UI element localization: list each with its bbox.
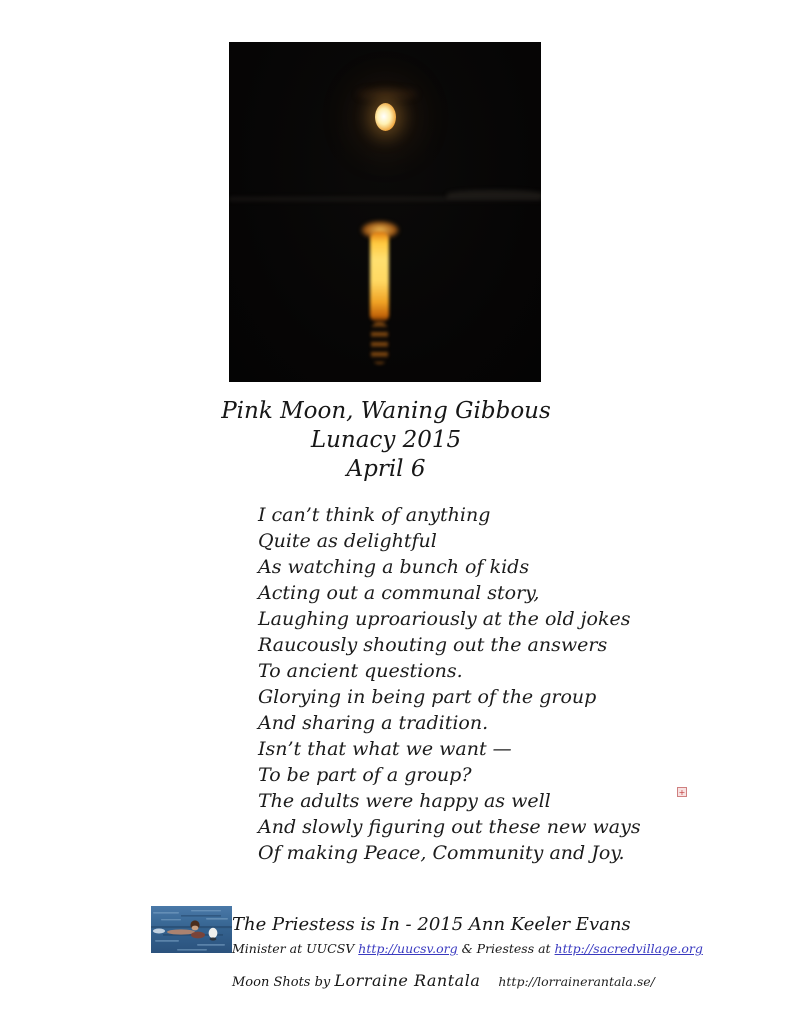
poem-line: Of making Peace, Community and Joy. bbox=[258, 842, 625, 864]
poem-line: As watching a bunch of kids bbox=[258, 556, 530, 578]
moon-reflection-ripples bbox=[371, 322, 388, 364]
sacredvillage-link[interactable]: http://sacredvillage.org bbox=[554, 941, 703, 956]
moon-reflection bbox=[370, 232, 389, 322]
poem-line: And sharing a tradition. bbox=[258, 712, 489, 734]
poem-line: To ancient questions. bbox=[258, 660, 463, 682]
moon bbox=[375, 103, 396, 131]
uucsv-link[interactable]: http://uucsv.org bbox=[358, 941, 458, 956]
minister-line bbox=[232, 940, 703, 958]
photo-credit-line bbox=[232, 971, 655, 992]
poem-line: The adults were happy as well bbox=[258, 790, 551, 812]
poem-line: Raucously shouting out the answers bbox=[258, 634, 608, 656]
broken-image-icon: + bbox=[678, 788, 686, 797]
swimmers-photo bbox=[151, 906, 232, 953]
footer-text-block bbox=[232, 913, 703, 992]
byline: The Priestess is In - 2015 Ann Keeler Evans bbox=[232, 914, 631, 935]
title-line-1: Pink Moon, Waning Gibbous bbox=[221, 398, 551, 424]
swimmers-image-graphic bbox=[151, 906, 232, 953]
credit-prefix: Moon Shots by bbox=[232, 975, 335, 990]
poem-line: I can’t think of anything bbox=[258, 504, 491, 526]
poem-line: Isn’t that what we want — bbox=[258, 738, 512, 760]
poem-title bbox=[0, 397, 772, 484]
poem-line: Laughing uproariously at the old jokes bbox=[258, 608, 631, 630]
moon-photo bbox=[229, 42, 541, 382]
minister-prefix: Minister at UUCSV bbox=[232, 941, 359, 956]
photographer-url: http://lorrainerantala.se/ bbox=[498, 974, 655, 989]
title-line-2: Lunacy 2015 bbox=[310, 427, 462, 453]
moon-glow-smear bbox=[357, 90, 417, 98]
poem-line: To be part of a group? bbox=[258, 764, 472, 786]
between-links: & Priestess at bbox=[457, 941, 555, 956]
poem-body bbox=[258, 502, 641, 866]
poem-line: Acting out a communal story, bbox=[258, 582, 540, 604]
poem-line: Quite as delightful bbox=[258, 530, 437, 552]
title-line-3: April 6 bbox=[346, 456, 426, 482]
horizon-line bbox=[229, 197, 541, 201]
poem-line: And slowly figuring out these new ways bbox=[258, 816, 641, 838]
photographer-name: Lorraine Rantala bbox=[334, 971, 481, 990]
poem-line: Glorying in being part of the group bbox=[258, 686, 597, 708]
